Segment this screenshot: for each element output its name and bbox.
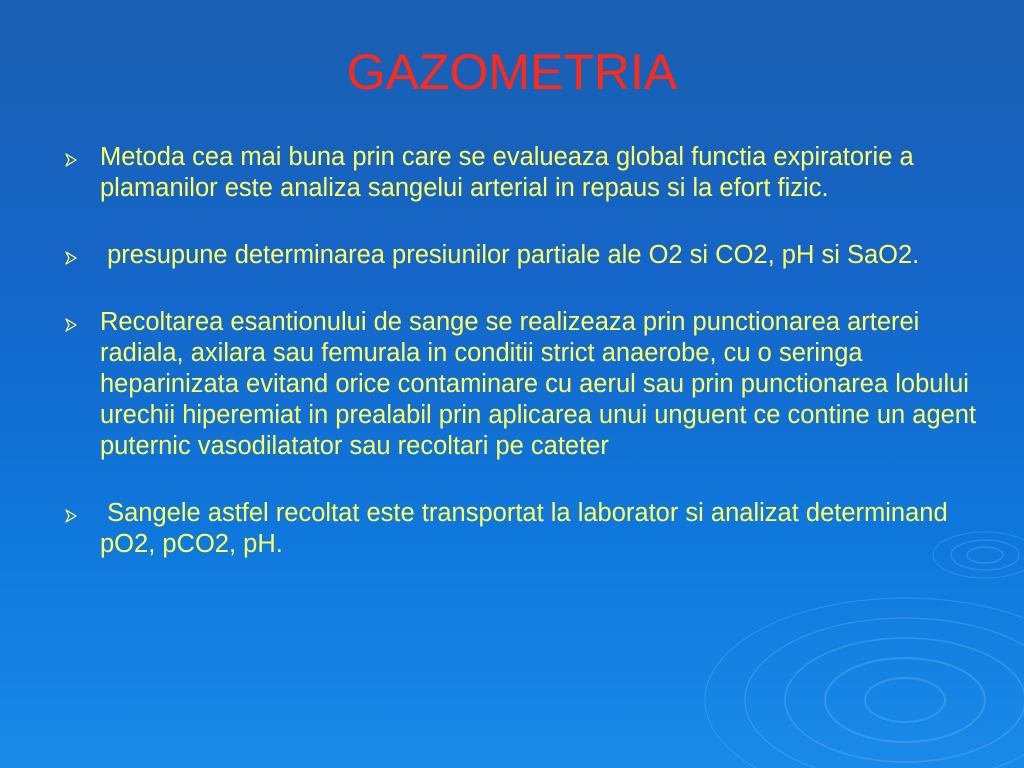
bullet-text: presupune determinarea presiunilor partiale ale O2 si CO2, pH si SaO2. — [100, 241, 920, 269]
bullet-item-4 — [62, 498, 982, 560]
bullet-text: Metoda cea mai buna prin care se evalueaza global functia expiratorie a plamanilor este analiza sangelui arterial in repaus si la efort fizic. — [100, 143, 914, 202]
arrowhead-bullet-icon — [64, 318, 78, 332]
arrowhead-bullet-icon — [64, 153, 78, 167]
arrowhead-bullet-icon — [64, 509, 78, 523]
bullet-text: Recoltarea esantionului de sange se realizeaza prin punctionarea arterei radiala, axilara sau femurala in conditii strict anaerobe, cu o seringa heparinizata evitand orice contaminare cu aerul sau prin punctionarea lobului urechii hiperemiat in prealabil prin aplicarea unui unguent ce contine un agent puternic vasodilatator sau recoltari pe cateter — [100, 308, 977, 460]
arrowhead-bullet-icon — [64, 251, 78, 265]
bullet-item-3 — [62, 307, 982, 462]
bullet-list — [62, 142, 982, 596]
bullet-item-2 — [62, 240, 982, 271]
bullet-text: Sangele astfel recoltat este transportat la laborator si analizat determinand pO2, pCO2, pH. — [100, 499, 955, 558]
bullet-item-1 — [62, 142, 982, 204]
slide-title: GAZOMETRIA — [346, 44, 678, 100]
